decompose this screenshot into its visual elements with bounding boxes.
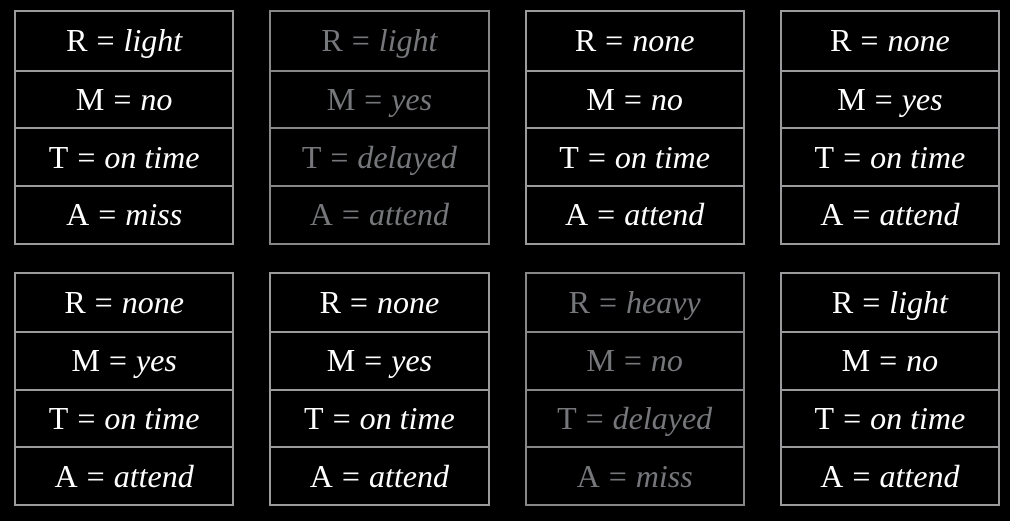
equals-sign: = — [341, 196, 360, 233]
equals-sign: = — [330, 138, 349, 175]
variable-label: T — [301, 138, 322, 175]
equals-sign: = — [86, 457, 105, 494]
value-label: no — [650, 80, 683, 117]
equals-sign: = — [113, 80, 132, 117]
value-label: attend — [368, 457, 449, 494]
value-label: miss — [635, 457, 693, 494]
assignment-row — [16, 274, 232, 332]
value-label: light — [123, 22, 183, 59]
equals-sign: = — [364, 80, 383, 117]
assignment-row — [16, 70, 232, 128]
variable-label: M — [326, 80, 356, 117]
equals-sign: = — [862, 283, 881, 320]
assignment-row — [271, 185, 487, 243]
equals-sign: = — [852, 196, 871, 233]
variable-label: M — [586, 80, 615, 117]
variable-label: T — [814, 138, 835, 175]
assignment-row — [16, 446, 232, 504]
value-label: yes — [135, 342, 177, 379]
variable-label: T — [557, 400, 577, 437]
variable-label: M — [841, 342, 871, 379]
equals-sign: = — [608, 457, 627, 494]
equals-sign: = — [605, 22, 624, 59]
equals-sign: = — [598, 283, 618, 320]
equals-sign: = — [94, 283, 113, 320]
variable-label: R — [568, 283, 590, 320]
variable-label: M — [326, 342, 356, 379]
sample-card-4 — [780, 10, 1000, 245]
equals-sign: = — [852, 457, 871, 494]
value-label: attend — [879, 196, 960, 233]
assignment-row — [271, 446, 487, 504]
variable-label: A — [66, 196, 90, 233]
variable-label: A — [54, 457, 78, 494]
variable-label: T — [48, 400, 69, 437]
assignment-row — [527, 127, 743, 185]
equals-sign: = — [77, 138, 96, 175]
assignment-row — [527, 70, 743, 128]
equals-sign: = — [77, 400, 96, 437]
assignment-row — [271, 12, 487, 70]
variable-label: A — [309, 457, 333, 494]
value-label: yes — [391, 80, 433, 117]
value-label: no — [650, 342, 683, 379]
sample-card-1 — [14, 10, 234, 245]
assignment-row — [527, 185, 743, 243]
value-label: light — [378, 22, 438, 59]
variable-label: R — [64, 283, 86, 320]
variable-label: R — [830, 22, 852, 59]
equals-sign: = — [351, 22, 370, 59]
value-label: on time — [870, 138, 966, 175]
value-label: light — [889, 283, 948, 320]
equals-sign: = — [623, 342, 642, 379]
variable-label: T — [304, 400, 324, 437]
assignment-row — [271, 127, 487, 185]
variable-label: A — [576, 457, 600, 494]
equals-sign: = — [332, 400, 351, 437]
assignment-row — [782, 127, 998, 185]
variable-label: T — [48, 138, 69, 175]
assignment-row — [271, 70, 487, 128]
assignment-row — [782, 12, 998, 70]
variable-label: R — [66, 22, 88, 59]
variable-label: M — [837, 80, 866, 117]
variable-label: A — [565, 196, 589, 233]
variable-label: R — [319, 283, 341, 320]
variable-label: M — [75, 80, 105, 117]
equals-sign: = — [98, 196, 117, 233]
assignment-row — [527, 389, 743, 447]
assignment-row — [527, 331, 743, 389]
equals-sign: = — [585, 400, 604, 437]
equals-sign: = — [843, 400, 862, 437]
variable-label: A — [820, 196, 844, 233]
assignment-row — [782, 331, 998, 389]
assignment-row — [16, 389, 232, 447]
assignment-row — [271, 331, 487, 389]
assignment-row — [782, 274, 998, 332]
equals-sign: = — [623, 80, 642, 117]
variable-label: T — [559, 138, 579, 175]
equals-sign: = — [879, 342, 898, 379]
sample-card-7-rejected — [525, 272, 745, 507]
equals-sign: = — [364, 342, 383, 379]
value-label: delayed — [357, 138, 457, 175]
value-label: none — [887, 22, 950, 59]
value-label: on time — [614, 138, 710, 175]
variable-label: R — [321, 22, 343, 59]
assignment-row — [16, 12, 232, 70]
sample-card-5 — [14, 272, 234, 507]
equals-sign: = — [349, 283, 368, 320]
variable-label: R — [574, 22, 597, 59]
value-label: attend — [113, 457, 194, 494]
assignment-row — [782, 389, 998, 447]
variable-label: M — [586, 342, 615, 379]
value-label: yes — [391, 342, 433, 379]
value-label: on time — [359, 400, 455, 437]
variable-label: T — [814, 400, 835, 437]
value-label: heavy — [626, 283, 701, 320]
value-label: no — [140, 80, 173, 117]
value-label: on time — [104, 400, 200, 437]
value-label: none — [376, 283, 440, 320]
value-label: on time — [104, 138, 200, 175]
equals-sign: = — [874, 80, 893, 117]
value-label: attend — [368, 196, 449, 233]
value-label: miss — [125, 196, 183, 233]
sample-card-2-rejected — [269, 10, 489, 245]
value-label: delayed — [612, 400, 713, 437]
value-label: attend — [624, 196, 705, 233]
equals-sign: = — [587, 138, 606, 175]
value-label: yes — [901, 80, 943, 117]
assignment-row — [271, 274, 487, 332]
assignment-row — [16, 127, 232, 185]
assignment-row — [782, 185, 998, 243]
equals-sign: = — [341, 457, 360, 494]
assignment-row — [527, 274, 743, 332]
equals-sign: = — [108, 342, 127, 379]
sample-card-6 — [269, 272, 489, 507]
value-label: none — [121, 283, 184, 320]
value-label: no — [906, 342, 939, 379]
variable-label: R — [831, 283, 854, 320]
value-label: attend — [879, 457, 960, 494]
equals-sign: = — [843, 138, 862, 175]
assignment-row — [271, 389, 487, 447]
assignment-row — [527, 446, 743, 504]
assignment-row — [782, 70, 998, 128]
assignment-row — [782, 446, 998, 504]
equals-sign: = — [597, 196, 616, 233]
assignment-row — [527, 12, 743, 70]
equals-sign: = — [96, 22, 115, 59]
sample-card-8 — [780, 272, 1000, 507]
value-label: none — [632, 22, 695, 59]
equals-sign: = — [860, 22, 879, 59]
variable-label: A — [309, 196, 333, 233]
value-label: on time — [870, 400, 966, 437]
assignment-row — [16, 331, 232, 389]
variable-label: A — [820, 457, 844, 494]
assignment-row — [16, 185, 232, 243]
sample-card-3 — [525, 10, 745, 245]
variable-label: M — [71, 342, 100, 379]
